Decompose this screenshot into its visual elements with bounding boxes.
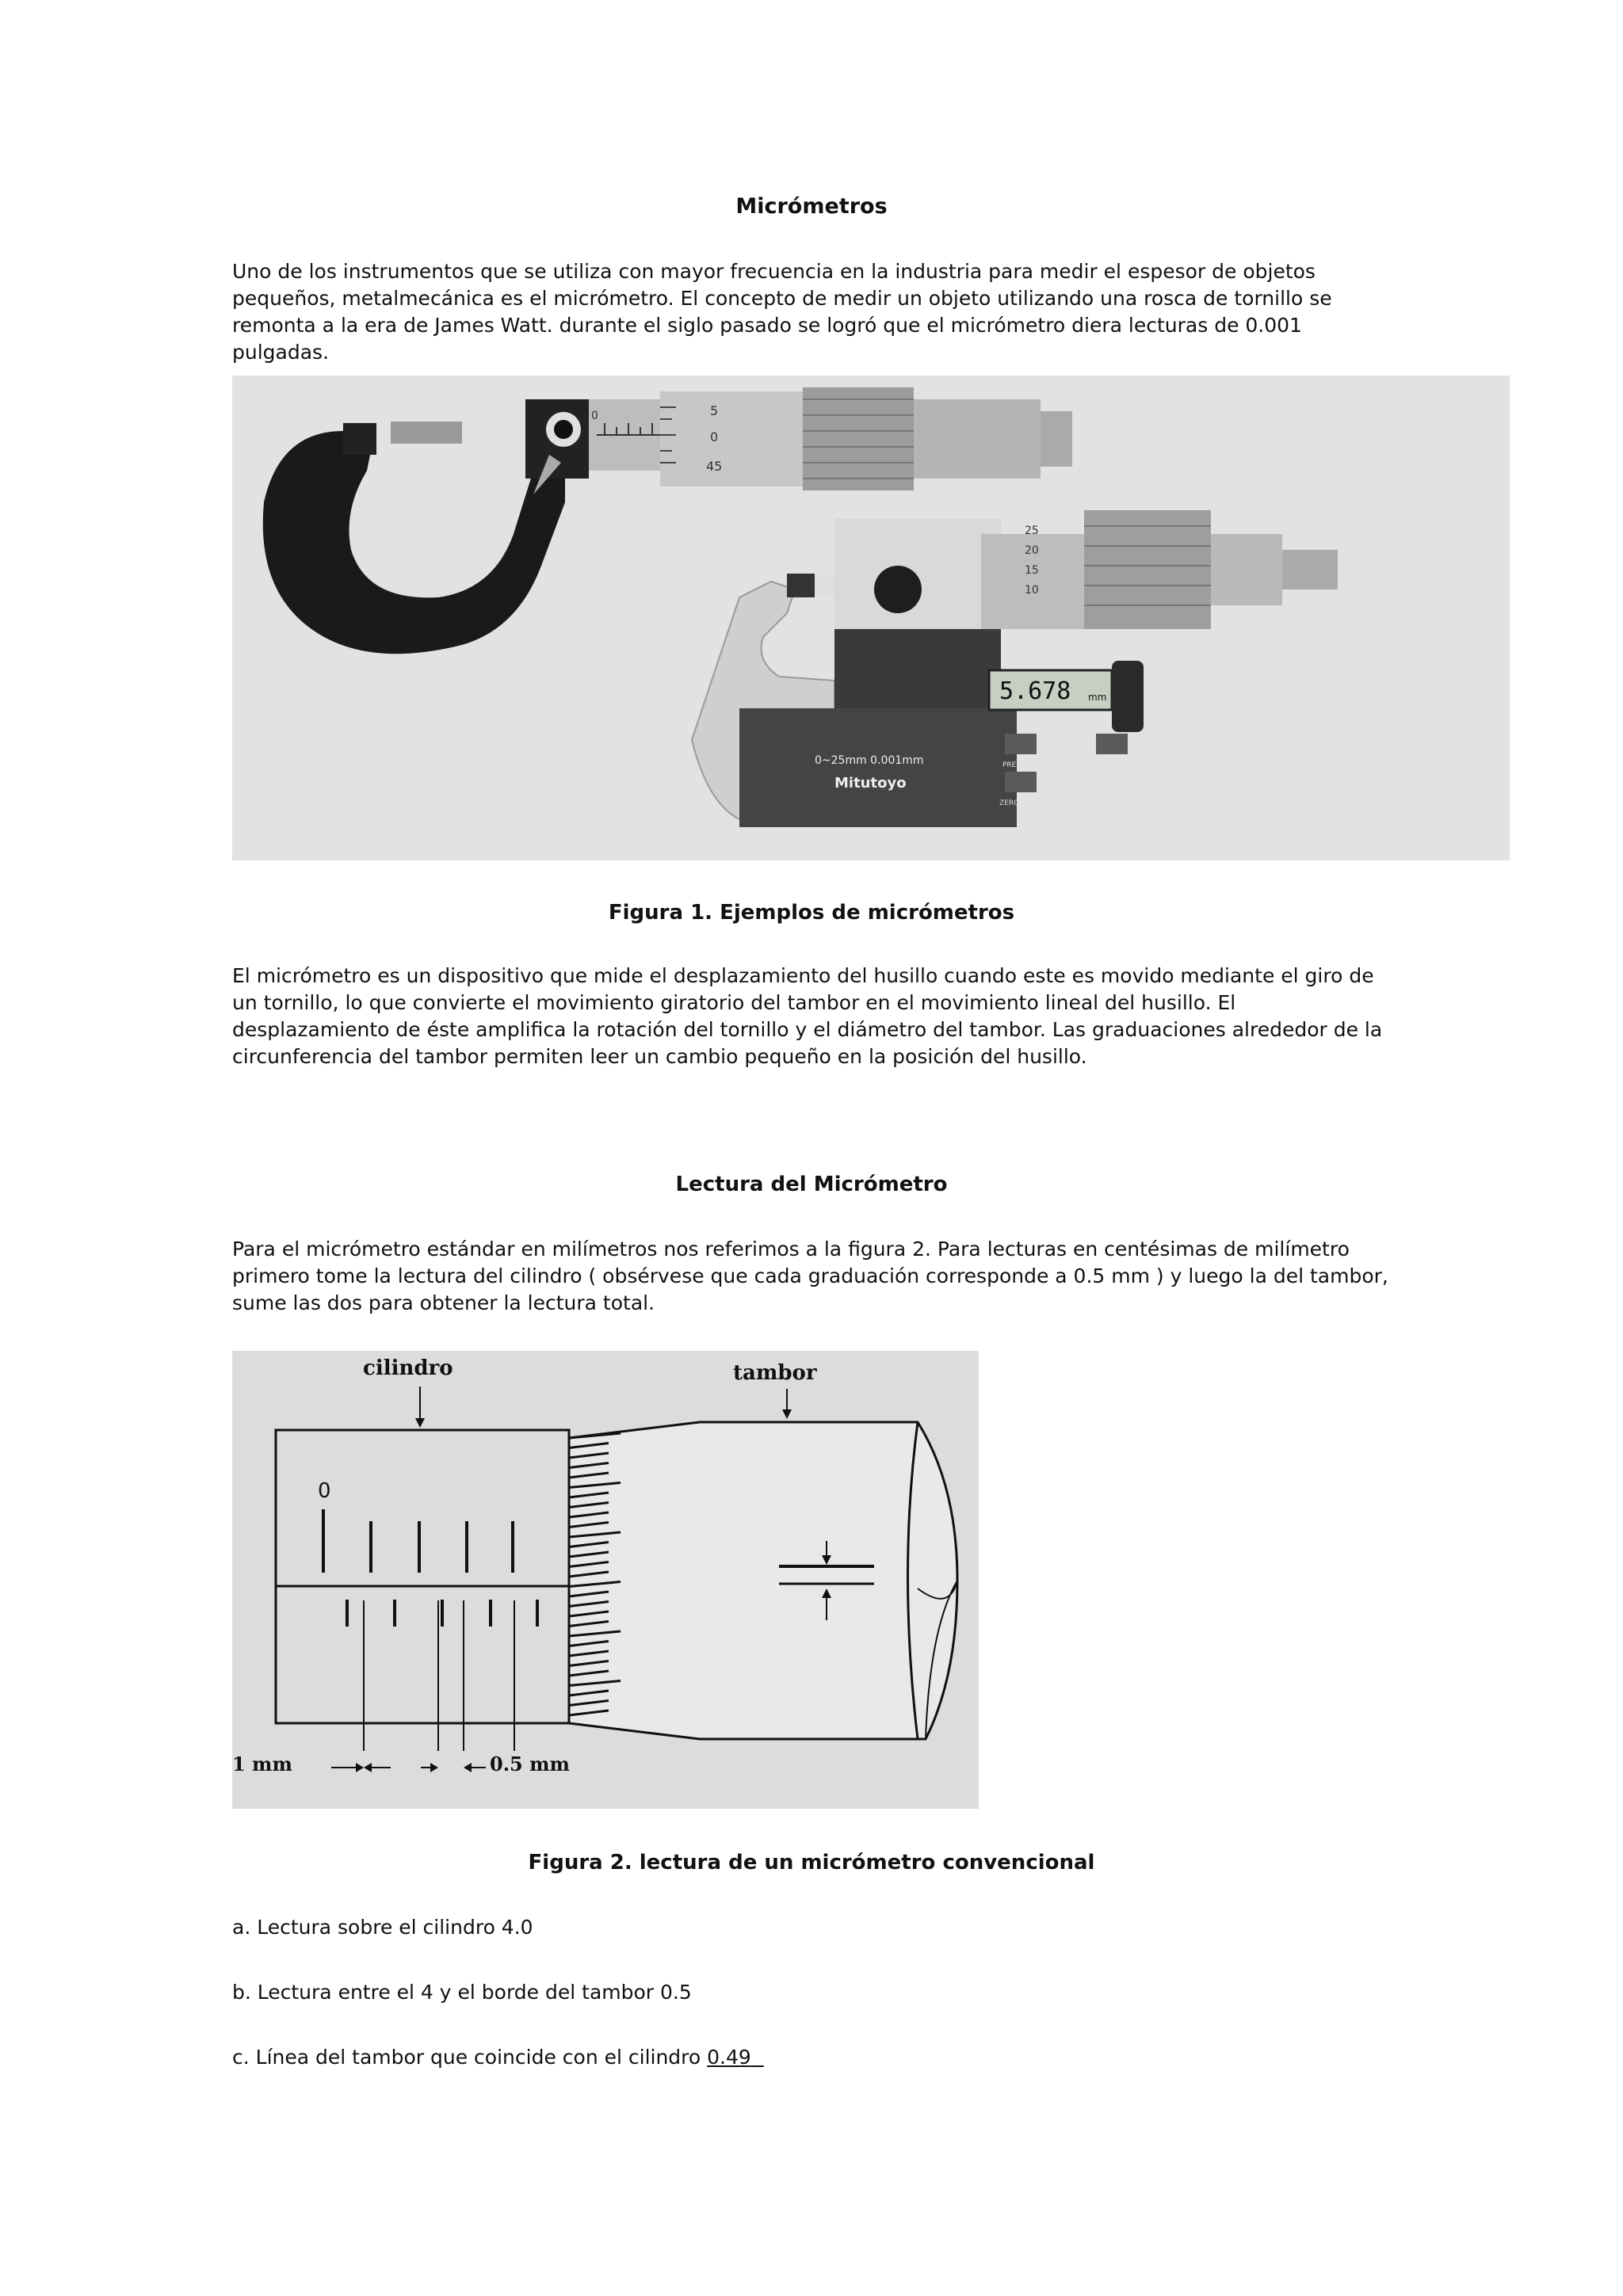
digital-lock-knob [874,566,922,613]
spindle [391,421,462,444]
label-cilindro: cilindro [363,1356,453,1380]
sleeve-outline [276,1430,569,1723]
zero-abs-button[interactable] [1005,772,1037,792]
figure-1-caption: Figura 1. Ejemplos de micrómetros [608,901,1015,925]
digital-thimble-10: 10 [1025,584,1039,597]
hold-label: HOLD [1098,761,1119,769]
preset-button[interactable] [1005,734,1037,754]
page-title: Micrómetros [735,194,888,219]
sleeve-number-0: 0 [591,410,598,422]
thimble-outline [569,1422,957,1739]
intro-paragraph: Uno de los instrumentos que se utiliza con mayor frecuencia en la industria para medir el espesor de objetos pequeños, metalmecánica es el micrómetro. El concepto de medir un objeto utilizando una rosca de tornillo se remonta a la era de James Watt. durante el siglo pasado se logró que el micrómetro diera lecturas de 0.001 pulgadas. [232,260,1332,364]
step-a: a. Lectura sobre el cilindro 4.0 [232,1916,533,1939]
step-c [232,2044,1397,2071]
thimble-number-5: 5 [710,403,719,418]
lcd-reading: 5.678 [999,677,1071,705]
step-c-value: 0.49 [707,2046,751,2069]
figure-2-reading-diagram [232,1351,979,1809]
digital-range-label: 0~25mm 0.001mm [815,754,924,767]
digital-thimble-15: 15 [1025,564,1039,577]
cilindro-arrow-icon [415,1418,425,1428]
figure-2-caption: Figura 2. lectura de un micrómetro convencional [528,1851,1095,1875]
brand-logo: Mitutoyo [834,775,907,791]
digital-ratchet-grip [1084,510,1211,629]
label-1mm: 1 mm [232,1753,292,1775]
analog-micrometer-frame [263,431,565,654]
description-paragraph: El micrómetro es un dispositivo que mide el desplazamiento del husillo cuando este es movido mediante el giro de un tornillo, lo que convierte el movimiento giratorio del tambor en el movimiento lineal del husillo. El desplazamiento de éste amplifica la rotación del tornillo y el diámetro del tambor. Las graduaciones alrededor de la circunferencia del tambor permiten leer un cambio pequeño en la posición del husillo. [232,964,1383,1068]
sleeve-graduations-lower [347,1600,537,1627]
preset-label: PRESET [1002,761,1030,769]
step-c-text: c. Línea del tambor que coincide con el cilindro [232,2046,708,2069]
step-b: b. Lectura entre el 4 y el borde del tambor 0.5 [232,1981,692,2004]
digital-thimble-25: 25 [1025,524,1039,537]
figure-1-micrometer-photos [232,376,1510,860]
lcd-unit: mm [1088,692,1107,703]
digital-body [739,708,1017,827]
analog-thimble [660,391,803,486]
reading-heading: Lectura del Micrómetro [675,1173,948,1196]
zero-abs-label: ZERO ABS [999,799,1036,807]
label-tambor: tambor [733,1361,817,1385]
analog-ratchet-grip [803,387,914,490]
hold-button[interactable] [1096,734,1128,754]
label-sleeve-zero: 0 [318,1479,331,1503]
sleeve-graduations-upper [323,1509,513,1573]
label-05mm: 0.5 mm [490,1753,570,1775]
tambor-arrow-icon [782,1409,792,1419]
thimble-number-45: 45 [706,459,723,474]
digital-thimble-20: 20 [1025,544,1039,557]
reading-paragraph: Para el micrómetro estándar en milímetros nos referimos a la figura 2. Para lecturas en centésimas de milímetro primero tome la lectura del cilindro ( obsérvese que cada graduación corresponde a 0.5 mm ) y luego la del tambor, sume las dos para obtener la lectura total. [232,1238,1388,1314]
thimble-number-0: 0 [710,429,719,444]
